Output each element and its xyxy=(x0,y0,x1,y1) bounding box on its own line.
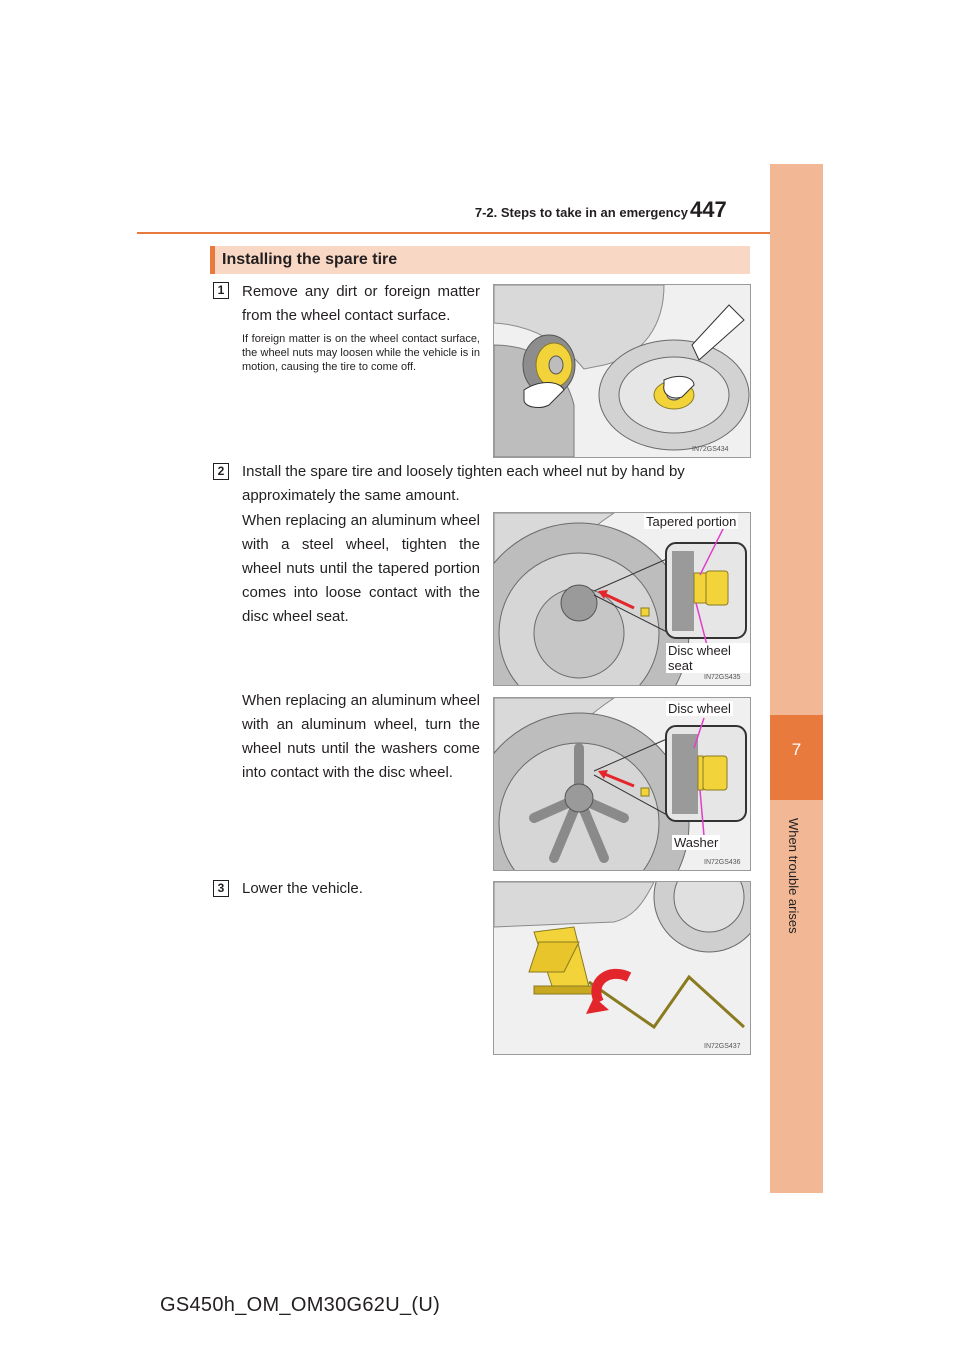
figure-aluminum-wheel-nut xyxy=(493,697,751,871)
figure-steel-wheel-nut xyxy=(493,512,751,686)
clean-wheel-illustration xyxy=(494,285,750,457)
figure-code: IN72GS434 xyxy=(692,446,729,453)
step-3-text: Lower the vehicle. xyxy=(242,880,363,897)
step-1-text: Remove any dirt or foreign matter from the wheel contact surface. xyxy=(242,283,480,324)
footer-document-code: GS450h_OM_OM30G62U_(U) xyxy=(160,1294,441,1316)
page-number: 447 xyxy=(690,197,727,222)
chapter-side-tab xyxy=(770,164,823,1193)
step-2a-text: When replacing an aluminum wheel with a steel wheel, tighten the wheel nuts until the tapered portion comes into loose contact with the disc wheel seat. xyxy=(242,512,480,625)
callout-disc-wheel-seat: Disc wheel seat xyxy=(666,643,750,673)
step-2b-text: When replacing an aluminum wheel with an aluminum wheel, turn the wheel nuts until the washers come into contact with the disc wheel. xyxy=(242,692,480,781)
figure-code: IN72GS436 xyxy=(704,859,741,866)
figure-code: IN72GS435 xyxy=(704,674,741,681)
header-rule xyxy=(137,232,823,234)
figure-clean-wheel-surface xyxy=(493,284,751,458)
step-2-number: 2 xyxy=(213,463,229,480)
figure-code: IN72GS437 xyxy=(704,1043,741,1050)
callout-disc-wheel: Disc wheel xyxy=(668,701,731,716)
section-title: Installing the spare tire xyxy=(222,251,398,268)
section-banner-accent xyxy=(210,246,215,274)
step-1-note: If foreign matter is on the wheel contact surface, the wheel nuts may loosen while the vehicle is in motion, causing the tire to come off. xyxy=(242,333,480,373)
header-section-text: 7-2. Steps to take in an emergency xyxy=(474,205,688,220)
jack-illustration xyxy=(494,882,750,1054)
chapter-number: 7 xyxy=(791,740,802,759)
step-3-number: 3 xyxy=(213,880,229,897)
figure-lower-vehicle xyxy=(493,881,751,1055)
chapter-title: When trouble arises xyxy=(786,818,801,934)
callout-washer: Washer xyxy=(674,835,719,850)
step-1-number: 1 xyxy=(213,282,229,299)
callout-tapered-portion: Tapered portion xyxy=(646,514,737,529)
step-2-text: Install the spare tire and loosely tighten each wheel nut by hand by approximately the same amount. xyxy=(242,463,685,504)
